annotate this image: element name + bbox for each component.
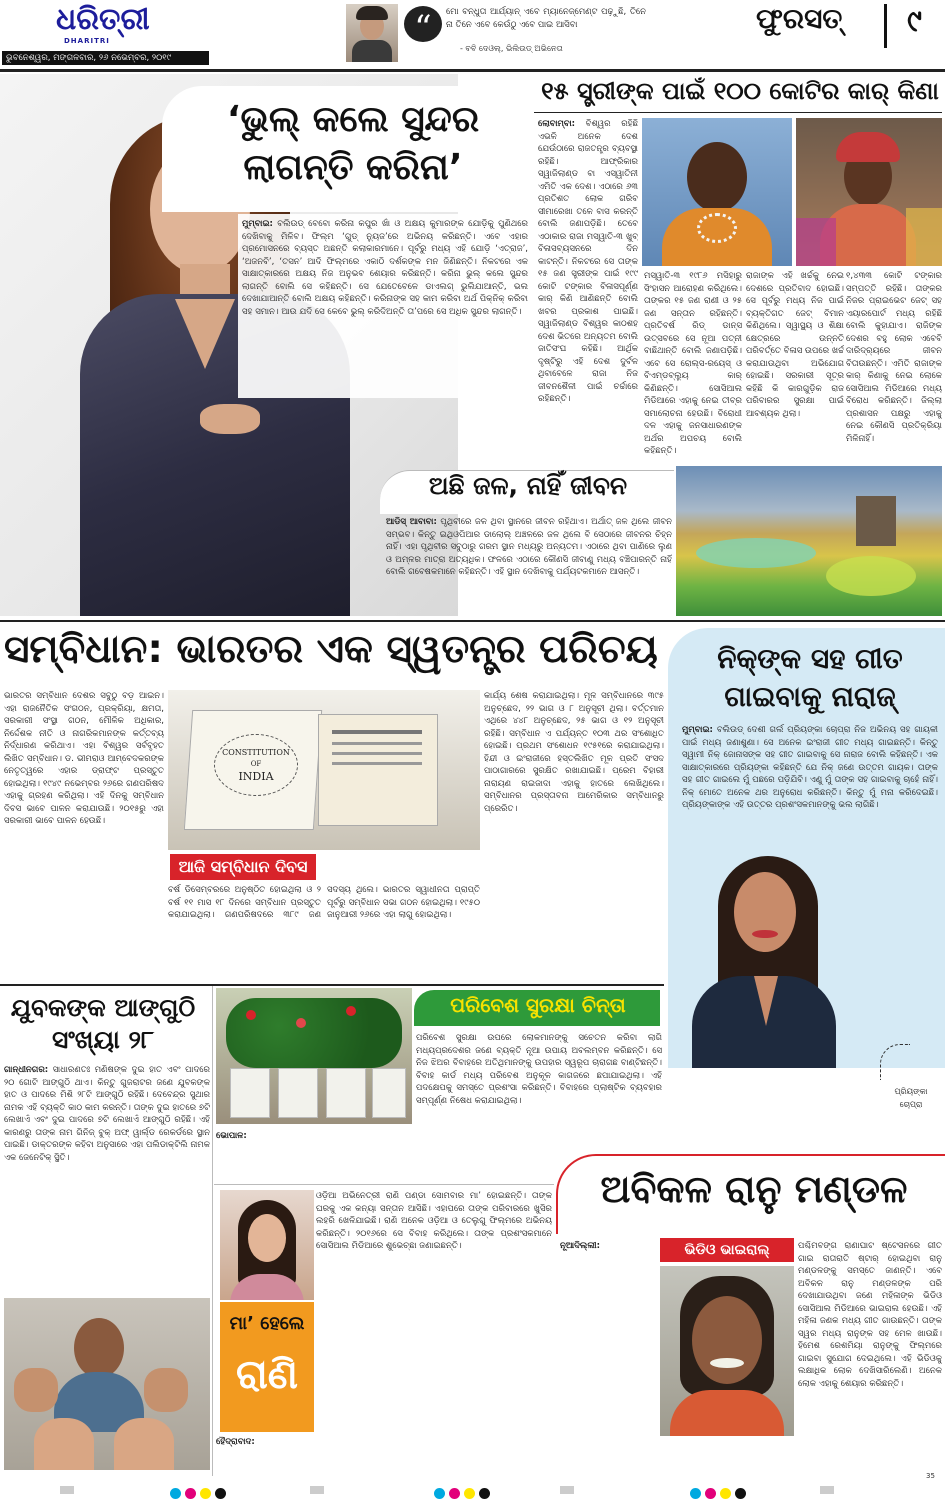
quote-icon: “	[404, 6, 442, 42]
priyanka-headline: ନିକ୍‌ଙ୍କ ସହ ଗୀତ ଗାଇବାକୁ ନାରାଜ୍	[717, 642, 903, 713]
fingers-photo	[4, 1298, 210, 1470]
king-col2	[538, 450, 638, 451]
ethiopia-article	[386, 516, 672, 616]
king-col4-text: ୧,୪୩୩ କୋଟି ଟଙ୍କାର ସମ୍ପତ୍ତି ରହିଛି। ତାଙ୍କର ନିଜର ପ୍ରାଇଭେଟ ଜେଟ୍ ସହ ଏୟାରପୋର୍ଟ ମଧ୍ୟ ରହିଛି ବୋଲି କୁହାଯାଏ। ରାଜିଙ୍କ ଦେଶର ବହୁ ଲୋକ ଏବେବି ଦାରିଦ୍ର୍ୟରେ ଜୀବନ ବିତାଉଛନ୍ତି। ଏମିତି ରାଜାଙ୍କ କାର୍ କିଣାକୁ ନେଇ ଲୋକେ ସୋସିଆଲ ମିଡିଆରେ ମଧ୍ୟ ବିରୋଧ କରିଛନ୍ତି। ଜିଲ୍ଲା ପ୍ରଶାସନ ପକ୍ଷରୁ ଏହାକୁ ନେଇ କୌଣସି ପ୍ରତିକ୍ରିୟା ମିଳିନାହିଁ।	[846, 271, 942, 444]
constitution-headline: ସମ୍ବିଧାନ: ଭାରତର ଏକ ସ୍ୱତନ୍ତ୍ର ପରିଚୟ	[4, 627, 658, 672]
kareena-dateline: ମୁମ୍ବାଇ:	[242, 219, 273, 229]
kareena-body: ବଲିଉଡ୍ ବେବୋ କରିନା କପୁର ଖାଁ ଓ ଅକ୍ଷୟ କୁମାରଙ୍କ ଯୋଡ଼ିକୁ ପୁଣିଥରେ ଦେଖିବାକୁ ମିଳିବ। ଫିଲ୍ମ ‘ଗୁଡ୍ ନ୍ୟୁଜ’ରେ ଅଭିନୟ କରିଛନ୍ତି। ଏବେ ଏହାର ପ୍ରମୋସନରେ ବ୍ୟସ୍ତ ଅଛନ୍ତି କଲାକାରମାନେ। ପୂର୍ବରୁ ମଧ୍ୟ ଏହି ଯୋଡ଼ି ‘ଏତ୍ରାଜ’, ‘ଅଜନବି’, ‘ତସନ’ ଆଦି ଫିଲ୍ମରେ ଏକାଠି ଦର୍ଶକଙ୍କ ମନ ଜିଣିଛନ୍ତି। ନିକଟରେ ଏକ ସାକ୍ଷାତ୍‌କାରରେ ଅକ୍ଷୟ ନିଜ ଅନୁଭବ ଶେୟାର କରିଛନ୍ତି। କରିନା ଭୁଲ୍ କଲେ ସୁନ୍ଦର ଲାଗନ୍ତି ବୋଲି ସେ କହିଛନ୍ତି। ସେ ଯେତେବେଳେ ଡାଏଲଗ୍ ଭୁଲିଯାଆନ୍ତି, ଭଲ ଦେଖାଯାଆନ୍ତି ବୋଲି ଅକ୍ଷୟ କହିଛନ୍ତି। କରିନାଙ୍କ ସହ କାମ କରିବା ଅର୍ଥ ପିକ୍‌ନିକ୍ କରିବା ସହ ସମାନ। ଆଉ ଯଦି ସେ କେବେ ଭୁଲ୍ କରିଦିଅନ୍ତି ତା’ପରେ ସେ ଅଧିକ ସୁନ୍ଦର ଲାଗନ୍ତି।	[242, 219, 528, 317]
environment-article	[216, 1130, 546, 1180]
section-divider-2	[0, 984, 664, 986]
footer-page-number: 35	[926, 1472, 935, 1480]
book-title-2: OF	[250, 760, 262, 768]
priyanka-body: ବଲିଉଡ୍ ଦେଶୀ ଗର୍ଲ ପ୍ରିୟଙ୍କା ଚୋପ୍ରା ନିଜ ଅଭିନୟ ସହ ଗାୟକୀ ପାଇଁ ମଧ୍ୟ ଜଣାଶୁଣା। ସେ ଅନେକ ଇଂରାଜୀ ଗୀତ ମଧ୍ୟ ଗାଇଛନ୍ତି। କିନ୍ତୁ ସ୍ୱାମୀ ନିକ୍ ଜୋନାସଙ୍କ ସହ ଗୀତ ଗାଇବାକୁ ସେ ନାରାଜ ବୋଲି କହିଛନ୍ତି। ଏକ ସାକ୍ଷାତ୍‌କାରରେ ପ୍ରିୟଙ୍କା କହିଛନ୍ତି ଯେ ନିକ୍ ଜଣେ ଉତ୍ତମ ଗାୟକ। ତାଙ୍କ ସହ ଗୀତ ଗାଇଲେ ମୁଁ ପଛରେ ପଡ଼ିଯିବି। ଏଣୁ ମୁଁ ତାଙ୍କ ସହ ଗାଇବାକୁ ଚାହେଁ ନାହିଁ। ନିକ୍ ମୋତେ ଅନେକ ଥର ଅନୁରୋଧ କରିଛନ୍ତି। କିନ୍ତୁ ମୁଁ ମନା କରିଦେଇଛି। ପ୍ରିୟଙ୍କାଙ୍କ ଏହି ଉତ୍ତର ପ୍ରଶଂସକମାନଙ୍କୁ ଭଲ ଲାଗିଛି।	[682, 725, 938, 810]
king-headline: ୧୫ ସ୍ତ୍ରୀଙ୍କ ପାଇଁ ୧୦୦ କୋଟିର କାର୍ କିଣା	[541, 77, 939, 105]
king-col3-text: ରାଜାଙ୍କ ଏହି ଖର୍ଚ୍ଚକୁ ନେଇ ଦେଶରେ ପ୍ରତିବାଦ ହୋଇଛି। ସେ ପୂର୍ବରୁ ମଧ୍ୟ ନିଜ ପାଇଁ ବ୍ୟକ୍ତିଗତ ଜେଟ୍ ବିମାନ କିଣିଥିଲେ। ସ୍ୱାସ୍ଥ୍ୟ ଓ ଶିକ୍ଷା କ୍ଷେତ୍ରରେ ଉନ୍ନତି ପରିବର୍ତ୍ତେ ବିଳାସ ଉପରେ ଖର୍ଚ୍ଚ କରାଯାଉଥିବା ଅଭିଯୋଗ ହୋଇଛି। ସରକାରୀ ସୂତ୍ର କହିଛି କି କାରଗୁଡ଼ିକ ରାଜ ପରିବାରର ସୁରକ୍ଷା ପାଇଁ ଆବଶ୍ୟକ ଥିଲା।	[746, 271, 844, 419]
page-number-box: ୯	[884, 4, 942, 48]
section-title: ଫୁରସତ୍	[756, 2, 843, 35]
rani-dateline: ହୈଦ୍ରାବାଦ:	[216, 1437, 255, 1447]
rani-footer-article	[216, 1436, 552, 1472]
priyanka-dateline: ମୁମ୍ବାଇ:	[682, 725, 713, 735]
kareena-article	[242, 218, 528, 394]
ranu-col1	[560, 1240, 656, 1476]
king-dateline: ଲୋବାମ୍ବା:	[538, 119, 576, 129]
book-title-3: INDIA	[238, 770, 274, 783]
rani-headline-1: ମା’ ହେଲେ	[229, 1313, 305, 1334]
color-dots-2	[432, 1484, 492, 1503]
constitution-col1: ଭାରତର ସମ୍ବିଧାନ ଦେଶର ସବୁଠୁ ବଡ଼ ଆଇନ। ଏହା ରାଜନୈତିକ ସଂଗଠନ, ପ୍ରକ୍ରିୟା, କ୍ଷମତା, ସରକାରୀ ସଂସ୍ଥା ଗଠନ, ମୌଳିକ ଅଧିକାର, ନିର୍ଦ୍ଦେଶକ ନୀତି ଓ ନାଗରିକମାନଙ୍କ କର୍ତ୍ତବ୍ୟ ନିର୍ଦ୍ଧାରଣ କରିଥାଏ। ଏହା ବିଶ୍ୱର ସର୍ବବୃହତ ଲିଖିତ ସମ୍ବିଧାନ। ଡ. ଭୀମରାଓ ଆମ୍ବେଦକରଙ୍କ ନେତୃତ୍ୱରେ ଏହାର ଡ୍ରାଫ୍ଟ ପ୍ରସ୍ତୁତ ହୋଇଥିଲା। ୧୯୪୯ ନଭେମ୍ବର ୨୬ରେ ଗଣପରିଷଦ ଏହାକୁ ଗ୍ରହଣ କରିଥିଲା। ଏହି ଦିନକୁ ସମ୍ବିଧାନ ଦିବସ ଭାବେ ପାଳନ କରାଯାଉଛି। ୨୦୧୫ରୁ ଏହା ସରକାରୀ ଭାବେ ପାଳନ ହେଉଛି।	[4, 691, 164, 826]
ranu-dateline: ନୂଆଦିଲ୍ଲୀ:	[560, 1241, 600, 1251]
priyanka-photo	[684, 836, 844, 1068]
priyanka-article	[682, 724, 938, 824]
king-photo	[642, 118, 792, 266]
ranu-tag: ଭିଡିଓ ଭାଇରାଲ୍	[660, 1238, 794, 1262]
rani-headline-2: ରାଣି	[235, 1352, 299, 1398]
bride-photo	[796, 118, 942, 266]
footer-bar	[0, 1472, 945, 1499]
caption-pointer-icon	[880, 1044, 910, 1080]
color-dots-3	[688, 1484, 748, 1503]
section-divider-1	[0, 620, 945, 622]
logo-subtext: DHARITRI	[64, 37, 110, 45]
constitution-book-photo	[168, 690, 480, 850]
constitution-day-tag: ଆଜି ସମ୍ବିଧାନ ଦିବସ	[170, 854, 316, 880]
ranu-article	[798, 1240, 942, 1476]
kareena-headline-box	[162, 86, 530, 212]
logo	[4, 2, 214, 48]
environment-headline: ପରିବେଶ ସୁରକ୍ଷା ଚିନ୍ତା	[450, 993, 626, 1017]
king-col2-text: ମସ୍ୱାତି-୩ ୧୯୮୬ ମସିହାରୁ ସିଂହାସନ ଆରୋହଣ କରିଥିଲେ। ତାଙ୍କର ୧୫ ଜଣ ରାଣୀ ଓ ୨୫ ଜଣ ସନ୍ତାନ ରହିଛନ୍ତି। ପ୍ରତିବର୍ଷ ରିଡ୍ ଡାନ୍ସ ଉତ୍ସବରେ ସେ ନୂଆ ପତ୍ନୀ ବାଛିଥାନ୍ତି ବୋଲି ଜଣାପଡ଼ିଛି। ଏବେ ସେ ରୋଲ୍ସ-ରୟେସ୍ ଓ ବିଏମ୍‌ଡବ୍ଲ୍ୟୁ କାର୍ କିଣିଛନ୍ତି। ସୋସିଆଲ ମିଡିଆରେ ଏହାକୁ ନେଇ ତୀବ୍ର ସମାଲୋଚନା ହେଉଛି। ବିରୋଧୀ ଦଳ ଏହାକୁ ଜନସାଧାରଣଙ୍କ ଅର୍ଥର ଅପଚୟ ବୋଲି କହିଛନ୍ତି।	[644, 271, 742, 456]
bobby-deol-photo	[346, 4, 398, 62]
fingers-dateline: ଗାନ୍ଧୀନଗର:	[4, 1065, 49, 1075]
rani-body: ଓଡ଼ିଆ ଅଭିନେତ୍ରୀ ରାଣି ପଣ୍ଡା ସୋମବାର ମା’ ହୋଇଛନ୍ତି। ତାଙ୍କ ଘରକୁ ଏକ କନ୍ୟା ସନ୍ତାନ ଆସିଛି। ଏହାପରେ ତାଙ୍କ ପରିବାରରେ ଖୁସିର ଲହରି ଖେଳିଯାଇଛି। ରାଣି ଅନେକ ଓଡ଼ିଆ ଓ ତେଲୁଗୁ ଫିଲ୍ମରେ ଅଭିନୟ କରିଛନ୍ତି। ୨୦୧୬ରେ ସେ ବିବାହ କରିଥିଲେ। ତାଙ୍କ ପ୍ରଶଂସକମାନେ ସୋସିଆଲ ମିଡିଆରେ ଶୁଭେଚ୍ଛା ଜଣାଇଛନ୍ତି।	[316, 1191, 552, 1251]
ranu-body: ପଶ୍ଚିମବଙ୍ଗ ରାଣାଘାଟ ଷ୍ଟେସନରେ ଗୀତ ଗାଇ ରାତାରାତି ଷ୍ଟାର୍ ହୋଇଥିବା ରାନୁ ମଣ୍ଡଳଙ୍କୁ ସମସ୍ତେ ଜାଣନ୍ତି। ଏବେ ଅବିକଳ ରାନୁ ମଣ୍ଡଳଙ୍କ ପରି ଦେଖାଯାଉଥିବା ଜଣେ ମହିଳାଙ୍କ ଭିଡିଓ ସୋସିଆଲ ମିଡିଆରେ ଭାଇରାଲ ହେଉଛି। ଏହି ମହିଳା ଜଣକ ମଧ୍ୟ ଗୀତ ଗାଉଛନ୍ତି। ତାଙ୍କ ସ୍ୱର ମଧ୍ୟ ରାନୁଙ୍କ ସହ ମେଳ ଖାଉଛି। ହିମେଶ ରେଶମିୟା ରାନୁଙ୍କୁ ଫିଲ୍ମରେ ଗାଇବା ସୁଯୋଗ ଦେଇଥିଲେ। ଏହି ଭିଡିଓକୁ ଲକ୍ଷାଧିକ ଲୋକ ଦେଖିସାରିଲେଣି। ଅନେକ ଲୋକ ଏହାକୁ ଶେୟାର କରିଛନ୍ତି।	[798, 1241, 942, 1389]
king-col1: ଲୋବାମ୍ବା: ବିଶ୍ୱର ରହିଛି ଏଭଳି ଅନେକ ଦେଶ ଯେଉଁଠାରେ ରାଜତନ୍ତ୍ର ବ୍ୟବସ୍ଥା ରହିଛି। ଆଫ୍ରିକାର ସ୍ୱାଜିଲାଣ୍ଡ ବା ଏସ୍ୱାତିନୀ ଏମିତି ଏକ ଦେଶ। ଏଠାରେ ୬୩ ପ୍ରତିଶତ ଲୋକ ଗରିବ ସୀମାରେଖା ତଳେ ବାସ କରନ୍ତି ବୋଲି ଜଣାପଡ଼ିଛି। ତେବେ ଏଠାକାର ରାଜା ମସ୍ୱାତି-୩ ଖୁବ୍ ବିଳାସବ୍ୟସନରେ ଦିନ କାଟନ୍ତି। ନିକଟରେ ସେ ତାଙ୍କ ୧୫ ଜଣ ସ୍ତ୍ରୀଙ୍କ ପାଇଁ ୧୯୯ କୋଟି ଟଙ୍କାର ବିଳାସପୂର୍ଣ୍ଣ କାର୍ କିଣି ଆଣିଛନ୍ତି ବୋଲି ଖବର ପ୍ରକାଶ ପାଇଛି। ସ୍ୱାଜିଲାଣ୍ଡ ବିଶ୍ୱର କାଠଶହ ଦେଶ ଭିତରେ ଅନ୍ୟତମ ବୋଲି ଜାତିସଂଘ କହିଛି। ଆର୍ଥିକ ଦୃଷ୍ଟିରୁ ଏହି ଦେଶ ଦୁର୍ବଳ ଥିବାବେଳେ ରାଜା ନିଜ ଜୀବନଶୈଳୀ ପାଇଁ ଚର୍ଚ୍ଚାରେ ରହିଛନ୍ତି।	[538, 119, 638, 404]
masthead-quote-author: - ବବି ଦେଓଲ୍, ଭିଲିଉଡ୍ ଅଭିନେତା	[460, 44, 563, 53]
masthead	[0, 0, 945, 72]
ranu-photo	[660, 1266, 794, 1436]
kareena-headline: ‘ଭୁଲ୍ କଲେ ସୁନ୍ଦର ଲାଗନ୍ତି କରିନା’	[226, 99, 480, 188]
masthead-divider	[0, 69, 945, 72]
logo-text: ଧରିତ୍ରୀ	[56, 2, 150, 37]
environment-dateline: ଭୋପାଳ:	[216, 1131, 247, 1141]
priyanka-caption: ପ୍ରିୟଙ୍କା ଚୋପ୍ରା	[894, 1087, 928, 1109]
ranu-headline: ଅବିକଳ ରାନୁ ମଣ୍ଡଳ	[600, 1167, 908, 1211]
ethiopia-headline: ଅଛି ଜଳ, ନାହିଁ ଜୀବନ	[428, 471, 628, 500]
fingers-body: ସାଧାରଣତଃ ମଣିଷଙ୍କ ଦୁଇ ହାତ ଏବଂ ପାଦରେ ୨୦ ଗୋଟି ଆଙ୍ଗୁଠି ଥାଏ। କିନ୍ତୁ ଗୁଜରାଟର ଜଣେ ଯୁବକଙ୍କ ହାତ ଓ ପାଦରେ ମିଶି ୨୮ଟି ଆଙ୍ଗୁଠି ରହିଛି। ଦେବେନ୍ଦ୍ର ସୁଥାର ନାମକ ଏହି ବ୍ୟକ୍ତି କାଠ କାମ କରନ୍ତି। ତାଙ୍କ ଦୁଇ ହାତରେ ୭ଟି ଲେଖାଏଁ ଏବଂ ଦୁଇ ପାଦରେ ୭ଟି ଲେଖାଏଁ ଆଙ୍ଗୁଠି ରହିଛି। ଏହି କାରଣରୁ ତାଙ୍କ ନାମ ଗିନିଜ୍ ବୁକ୍ ଅଫ୍ ୱାର୍ଲ୍ଡ ରେକର୍ଡରେ ସ୍ଥାନ ପାଇଛି। ଡାକ୍ତରଙ୍କ କହିବା ଅନୁସାରେ ଏହା ପଲିଡାକ୍ଟିଲି ନାମକ ଏକ ଜେନେଟିକ୍ ସ୍ଥିତି।	[4, 1065, 210, 1163]
masthead-quote: ମୋ ବନ୍ଧୁତା ଆର୍ଯ୍ୟାନ୍ ଏବେ ମ୍ୟାନେଜ୍‌ମେଣ୍ଟ ପଢ଼ୁଛି, ତିନେ ନା ତିନେ ଏବେ କେଉଁଠୁ ଏବେ ପାଇ ଆସିବା	[446, 7, 646, 30]
ethiopia-body: ପୃଥିବୀରେ ଜଳ ଥିବା ସ୍ଥାନରେ ଜୀବନ ରହିଥାଏ। ଅର୍ଥାତ୍ ଜଳ ଥିଲେ ଜୀବନ ସମ୍ଭବ। କିନ୍ତୁ ଇଥିଓପିଆର ଡାଲୋଲ୍ ଅଞ୍ଚଳରେ ଜଳ ଥିଲେ ବି ସେଠାରେ ଜୀବନର ଚିହ୍ନ ନାହିଁ। ଏହା ପୃଥିବୀର ସବୁଠାରୁ ଗରମ ସ୍ଥାନ ମଧ୍ୟରୁ ଅନ୍ୟତମ। ଏଠାରେ ଥିବା ପାଣିରେ ଲୁଣ ଓ ଅମ୍ଳର ମାତ୍ରା ଅତ୍ୟଧିକ। ଫଳରେ ଏଠାରେ କୌଣସି ଜୀବାଣୁ ମଧ୍ୟ ବଞ୍ଚିପାରନ୍ତି ନାହିଁ ବୋଲି ଗବେଷକମାନେ କହିଛନ୍ତି। ଏହି ସ୍ଥାନ ଦେଖିବାକୁ ପର୍ଯ୍ୟଟକମାନେ ଆସନ୍ତି।	[386, 517, 672, 577]
fingers-headline: ଯୁବକଙ୍କ ଆଙ୍ଗୁଠି ସଂଖ୍ୟା ୨୮	[10, 993, 196, 1054]
environment-body-top: ପରିବେଶ ସୁରକ୍ଷା ଉପରେ ଲୋକମାନଙ୍କୁ ସଚେତନ କରିବା ଲାଗି ମଧ୍ୟପ୍ରଦେଶର ଜଣେ ବ୍ୟକ୍ତି ନୂଆ ଉପାୟ ଅବଲମ୍ବନ କରିଛନ୍ତି। ସେ ନିଜ ଝିଅର ବିବାହରେ ଅତିଥିମାନଙ୍କୁ ଉପହାର ସ୍ୱରୂପ ଚାରାଗଛ ବାଣ୍ଟିଛନ୍ତି। ବିବାହ କାର୍ଡ ମଧ୍ୟ ପରିବେଶ ଅନୁକୂଳ କାଗଜରେ ଛପାଯାଇଥିଲା। ଏହି ପଦକ୍ଷେପକୁ ସମସ୍ତେ ପ୍ରଶଂସା କରିଛନ୍ତି। ବିବାହରେ ପ୍ଲାଷ୍ଟିକ ବ୍ୟବହାର ସମ୍ପୂର୍ଣ୍ଣ ନିଷେଧ କରାଯାଇଥିଲା।	[416, 1033, 662, 1106]
constitution-col3: କାର୍ଯ୍ୟ ଶେଷ କରାଯାଇଥିଲା। ମୂଳ ସମ୍ବିଧାନରେ ୩୯୫ ଅନୁଚ୍ଛେଦ, ୨୨ ଭାଗ ଓ ୮ ଅନୁସୂଚୀ ଥିଲା। ବର୍ତ୍ତମାନ ଏଥିରେ ୪୪୮ ଅନୁଚ୍ଛେଦ, ୨୫ ଭାଗ ଓ ୧୨ ଅନୁସୂଚୀ ରହିଛି। ସମ୍ବିଧାନ ଏ ପର୍ଯ୍ୟନ୍ତ ୧୦୩ ଥର ସଂଶୋଧିତ ହୋଇଛି। ପ୍ରଥମ ସଂଶୋଧନ ୧୯୫୧ରେ କରାଯାଇଥିଲା। ହିନ୍ଦୀ ଓ ଇଂରାଜୀରେ ହସ୍ତଲିଖିତ ମୂଳ ପ୍ରତି ସଂସଦ ପାଠାଗାରରେ ସୁରକ୍ଷିତ ରଖାଯାଇଛି। ପ୍ରେମ ବିହାରୀ ନାରାୟଣ ରାଇଜାଦା ଏହାକୁ ହାତରେ ଲେଖିଥିଲେ। ସମ୍ବିଧାନର ପ୍ରସ୍ତାବନା ଆମେରିକାର ସମ୍ବିଧାନରୁ ପ୍ରେରିତ।	[484, 691, 664, 814]
constitution-col2: ବର୍ଷ ଡିସେମ୍ବରରେ ଅନୁଷ୍ଠିତ ହୋଇଥିଲା ଓ ୨ ବର୍ଷ ୧୧ ମାସ ୧୮ ଦିନରେ ସମ୍ବିଧାନ ପ୍ରସ୍ତୁତ କରାଯାଇଥିଲା। ଗଣପରିଷଦରେ ୩୮୯ ଜଣ ସଦସ୍ୟ ଥିଲେ। ଭାରତର ସ୍ୱାଧୀନତା ପ୍ରାପ୍ତି ପୂର୍ବରୁ ସମ୍ବିଧାନ ସଭା ଗଠନ ହୋଇଥିଲା। ୧୯୫୦ ଜାନୁଆରୀ ୨୬ରେ ଏହା ଲାଗୁ ହୋଇଥିଲା।	[168, 885, 480, 920]
ethiopia-dateline: ଆଡିସ୍ ଆବାବା:	[386, 517, 437, 527]
dateline: ଭୁବନେଶ୍ୱର, ମଙ୍ଗଳବାର, ୨୬ ନଭେମ୍ବର, ୨୦୧୯	[2, 51, 209, 65]
fingers-article	[4, 1064, 210, 1294]
plants-photo	[216, 988, 412, 1124]
dallol-photo	[676, 466, 942, 616]
rani-article	[316, 1190, 552, 1430]
book-title-1: CONSTITUTION	[222, 748, 290, 757]
color-dots-1	[168, 1484, 228, 1503]
rani-photo	[220, 1190, 314, 1300]
